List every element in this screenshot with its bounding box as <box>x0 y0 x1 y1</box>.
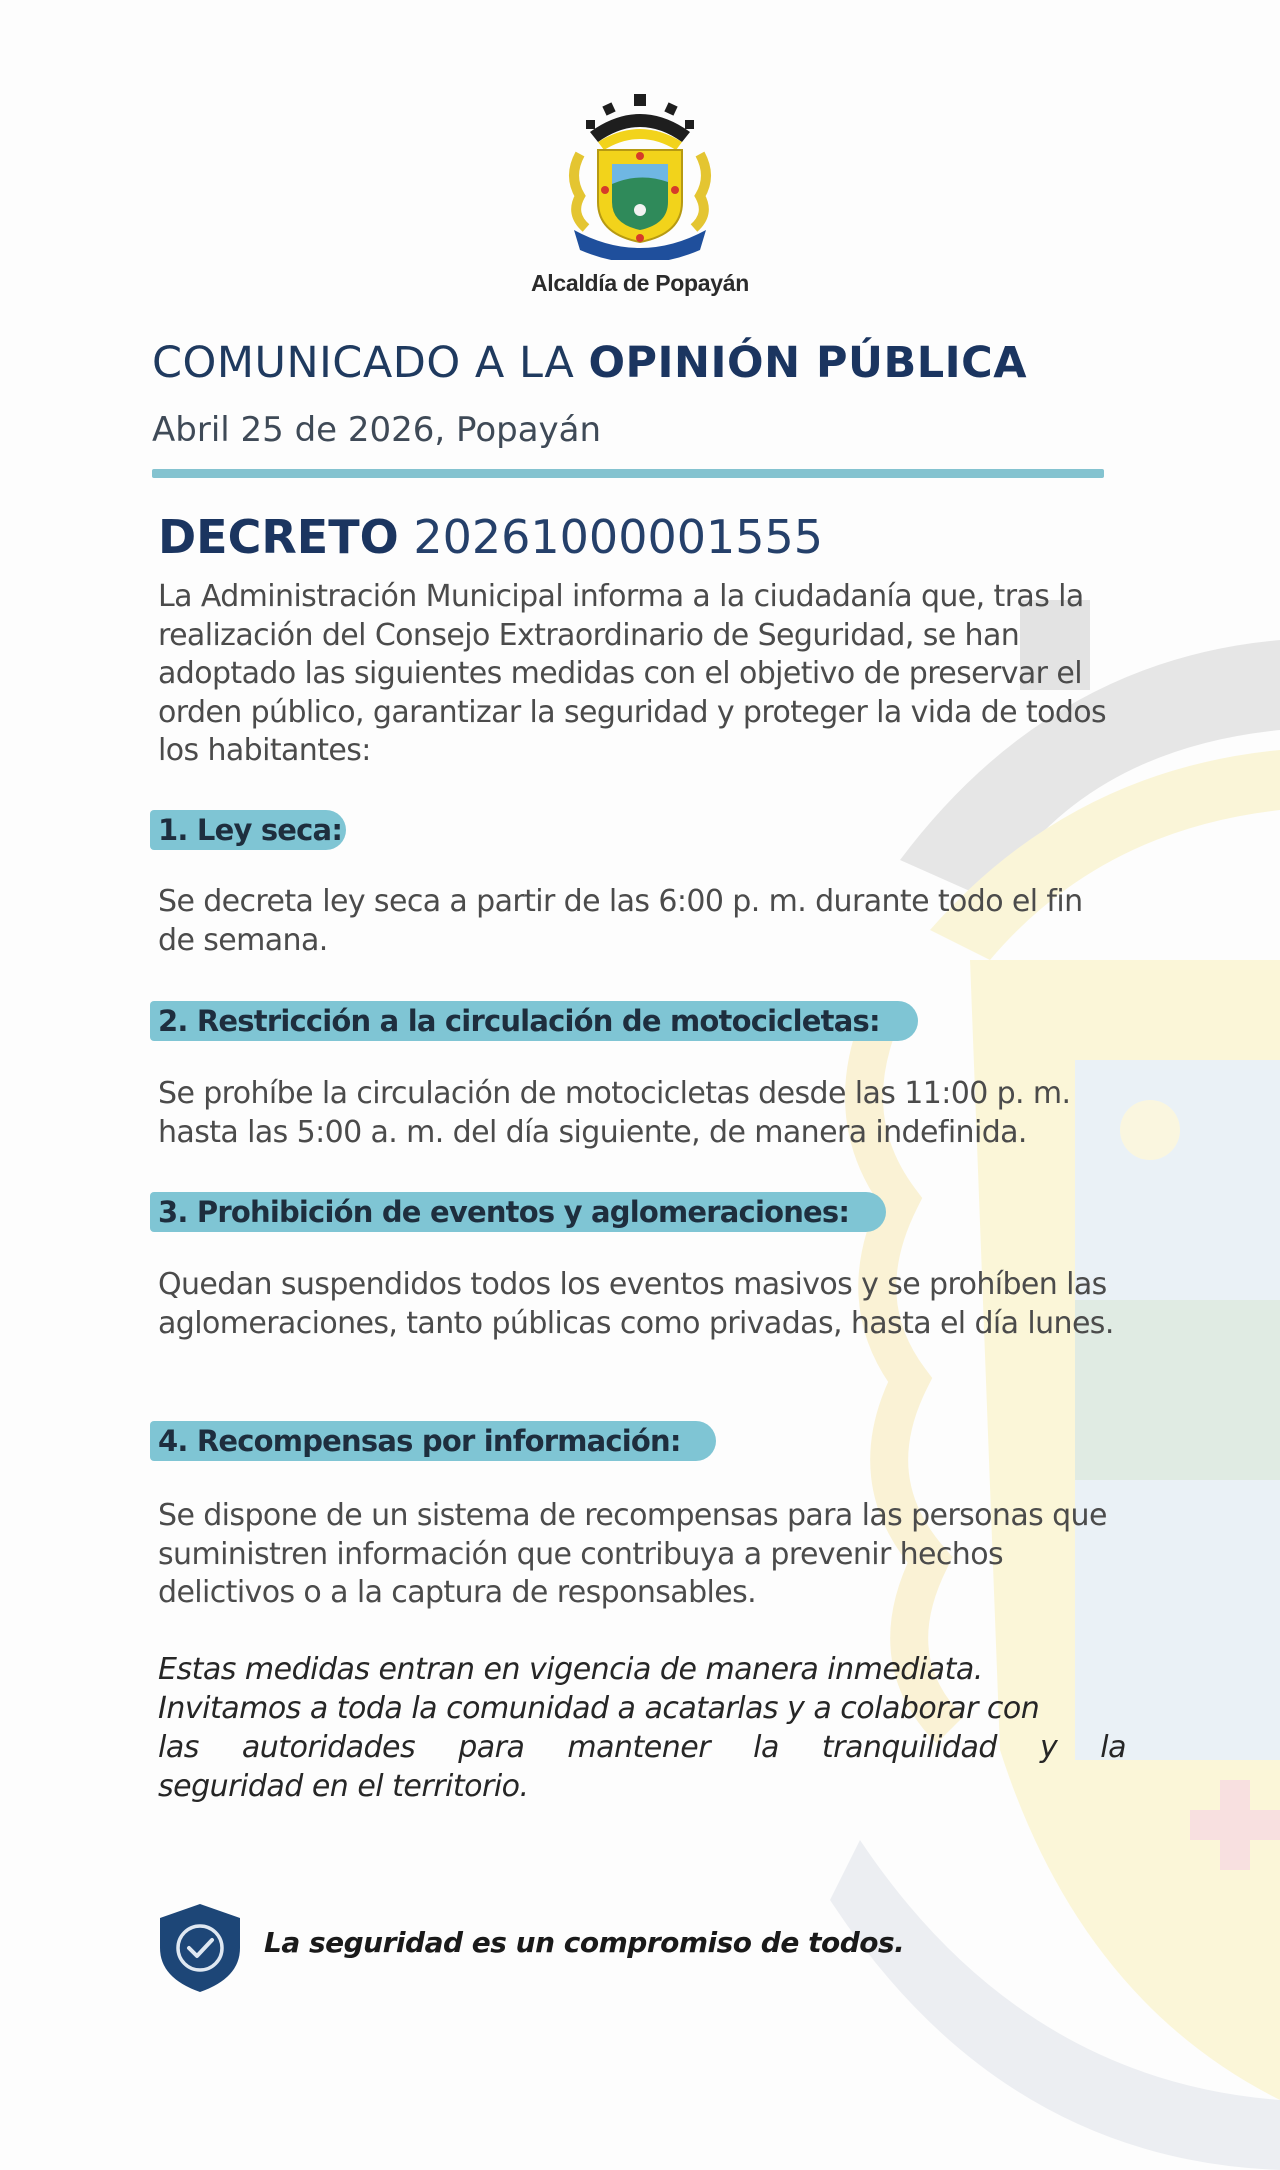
measure-text-3: Quedan suspendidos todos los eventos masivos y se prohíben las aglomeraciones, tanto públicas como privadas, hasta el día lunes. <box>158 1267 1114 1341</box>
date-location: Abril 25 de 2026, Popayán <box>152 410 602 450</box>
closing-line-2: Invitamos a toda la comunidad a acatarlas y a colaborar con <box>158 1691 1040 1726</box>
measure-heading-3: 3. Prohibición de eventos y aglomeraciones: <box>150 1192 886 1232</box>
page-title <box>152 338 1027 388</box>
divider <box>152 469 1104 478</box>
organization-name: Alcaldía de Popayán <box>531 270 749 296</box>
decree-heading <box>158 510 823 564</box>
measure-heading-1: 1. Ley seca: <box>150 810 346 850</box>
closing-statement <box>158 1650 1126 1806</box>
closing-line-3: las autoridades para mantener la tranquilidad y la <box>158 1730 1126 1765</box>
intro-paragraph: La Administración Municipal informa a la ciudadanía que, tras la realización del Consejo Extraordinario de Seguridad, se han adoptado las siguientes medidas con el objetivo de preservar el orden público, garantizar la seguridad y proteger la vida de todos los habitantes: <box>158 579 1107 768</box>
decree-number: 20261000001555 <box>413 510 824 564</box>
coat-of-arms-icon <box>568 92 712 260</box>
measure-text-2: Se prohíbe la circulación de motocicletas desde las 11:00 p. m. hasta las 5:00 a. m. del día siguiente, de manera indefinida. <box>158 1076 1071 1150</box>
measure-text-4: Se dispone de un sistema de recompensas para las personas que suministren información que contribuya a prevenir hechos delictivos o a la captura de responsables. <box>158 1498 1107 1610</box>
title-bold: OPINIÓN PÚBLICA <box>588 338 1027 388</box>
measure-text-1: Se decreta ley seca a partir de las 6:00 p. m. durante todo el fin de semana. <box>158 884 1083 958</box>
closing-line-1: Estas medidas entran en vigencia de manera inmediata. <box>158 1652 983 1687</box>
closing-line-4: seguridad en el territorio. <box>158 1769 529 1804</box>
title-regular: COMUNICADO A LA <box>152 338 589 388</box>
measure-heading-4: 4. Recompensas por información: <box>150 1421 716 1461</box>
decree-label: DECRETO <box>158 510 399 564</box>
shield-check-icon <box>156 1902 244 1994</box>
measure-heading-2: 2. Restricción a la circulación de motocicletas: <box>150 1001 918 1041</box>
footer-slogan: La seguridad es un compromiso de todos. <box>264 1926 905 1959</box>
